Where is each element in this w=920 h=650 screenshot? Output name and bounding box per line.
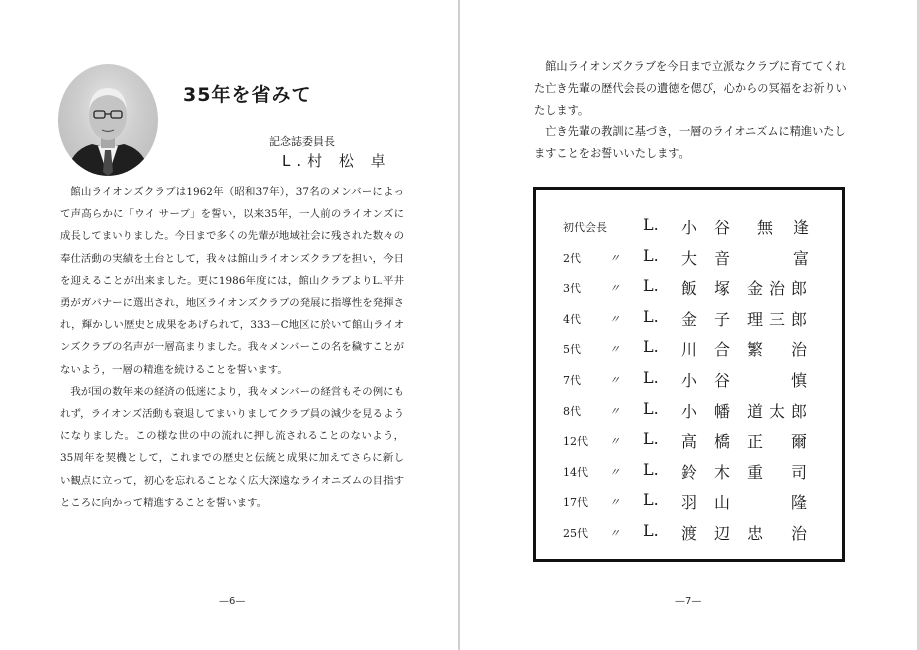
essay-paragraph: 我が国の数年来の経済の低迷により，我々メンバーの経営もその例にもれず，ライオンズ活動も衰退してまいりましてクラブ員の減少を見るようになりました。この様な世の中の流れに押し流されることのないよう，35周年を契機として，これまでの歴史と伝統と成果に加えてさらに新しい観点に立って，初心を忘れることなく広大深遠なライオニズムの目指すところに向かって精進することを誓います。 [60, 385, 404, 509]
roster-row [536, 426, 842, 456]
name-character: 羽 [681, 493, 698, 513]
essay-paragraph: 館山ライオンズクラブは1962年（昭和37年），37名のメンバーによって声高らかに「ウイ サーブ」を誓い，以来35年，一人前のライオンズに成長してまいりました。今日まで多くの先輩が地域社会に残された数々の奉仕活動の実績を土台として，我々は館山ライオンズクラブを担い，今日を迎えることが出来ました。更に1986年度には，館山クラブよりL.平井 勇がガバナーに選出され，地区ライオンズクラブの発展に指導性を発揮され，輝かしい歴史と成果をあげられて，333－C地区に於いて館山ライオンズクラブの名声が一層高まりました。我々メンバーこの名を穢すことがないよう，一層の精進を続けることを誓います。 [60, 186, 404, 376]
lion-prefix: L. [643, 337, 659, 357]
roster-row [536, 243, 842, 273]
message-paragraph: 館山ライオンズクラブを今日まで立派なクラブに育ててくれた亡き先輩の歴代会長の遺徳を偲び，心からの冥福をお祈りいたします。 [534, 60, 847, 117]
lion-prefix: L. [643, 245, 659, 265]
generation-label: 5代 [563, 343, 581, 357]
author-name: L.村 松 卓 [282, 152, 392, 170]
memorial-message [534, 56, 848, 165]
generation-label: 7代 [563, 374, 581, 387]
roster-row [536, 334, 842, 364]
name-character: 隆 [791, 493, 808, 513]
ditto-mark: 〃 [609, 312, 620, 326]
roster-row [536, 273, 842, 303]
roster-name [643, 273, 811, 303]
page-number: —7— [675, 596, 702, 607]
message-paragraph: 亡き先輩の教訓に基づき，一層のライオニズムに精進いたしますことをお誓いいたします。 [534, 125, 846, 161]
roster-generation [563, 433, 620, 449]
essay-title: 35年を省みて [183, 84, 312, 106]
name-character: 忠 [747, 524, 764, 543]
ditto-mark: 〃 [609, 343, 620, 357]
name-character: 合 [714, 340, 731, 360]
generation-label: 14代 [563, 465, 588, 479]
name-character: 小 [681, 371, 698, 390]
name-character: 小 [681, 401, 698, 421]
lion-prefix: L. [643, 459, 659, 479]
name-character: 鈴 [681, 462, 698, 482]
name-character: 繁 [747, 340, 764, 360]
roster-row [536, 396, 842, 426]
ditto-mark: 〃 [609, 496, 620, 510]
roster-name [643, 243, 811, 273]
left-page [0, 0, 458, 650]
name-character: 道 [747, 401, 764, 421]
name-character: 無 [757, 218, 774, 237]
roster-generation [563, 525, 620, 541]
roster-name [643, 334, 811, 364]
roster-generation [563, 372, 620, 388]
lion-prefix: L. [643, 521, 659, 540]
generation-label: 17代 [563, 496, 588, 510]
lion-prefix: L. [643, 429, 659, 449]
ditto-mark: 〃 [609, 527, 620, 540]
name-character: 飯 [681, 279, 698, 299]
name-character: 木 [714, 462, 731, 482]
roster-name [643, 212, 811, 242]
name-character: 金 [681, 309, 698, 329]
author-role: 記念誌委員長 [269, 135, 335, 148]
roster-name [643, 457, 811, 487]
roster-row [536, 518, 842, 548]
name-character: 治 [791, 524, 808, 543]
roster-name [643, 518, 811, 548]
roster-name [643, 396, 811, 426]
name-character: 子 [714, 309, 731, 329]
roster-name [643, 487, 811, 517]
lion-prefix: L. [643, 490, 659, 510]
roster-name [643, 426, 811, 456]
name-character: 金 [747, 279, 764, 299]
generation-label: 4代 [563, 312, 581, 326]
name-character: 辺 [714, 524, 731, 543]
lion-prefix: L. [643, 398, 659, 418]
roster-generation [563, 311, 620, 327]
name-character: 正 [747, 432, 764, 452]
name-character: 音 [714, 248, 731, 268]
name-character: 理 [747, 309, 764, 329]
right-page [462, 0, 920, 650]
name-character: 山 [714, 493, 731, 513]
ditto-mark: 〃 [609, 465, 620, 479]
name-character: 小 [681, 218, 698, 237]
generation-label: 2代 [563, 251, 581, 265]
ditto-mark: 〃 [609, 435, 620, 449]
name-character: 治 [791, 340, 808, 360]
name-character: 三 [769, 309, 786, 329]
name-character: 爾 [791, 432, 808, 452]
page-gutter [458, 0, 460, 650]
page-number: —6— [219, 596, 246, 607]
lion-prefix: L. [643, 368, 659, 387]
name-character: 治 [769, 279, 786, 299]
roster-row [536, 365, 842, 395]
name-character: 富 [793, 248, 810, 268]
name-character: 塚 [714, 279, 731, 299]
name-character: 郎 [791, 279, 808, 299]
name-character: 郎 [791, 401, 808, 421]
roster-generation [563, 494, 620, 510]
ditto-mark: 〃 [609, 282, 620, 296]
name-character: 高 [681, 432, 698, 452]
roster-generation [563, 280, 620, 296]
name-character: 太 [769, 401, 786, 421]
name-character: 司 [791, 462, 808, 482]
roster-row [536, 457, 842, 487]
name-character: 郎 [791, 309, 808, 329]
author-portrait [58, 64, 158, 176]
past-presidents-roster [533, 187, 845, 562]
name-character: 慎 [791, 371, 808, 390]
roster-generation [563, 250, 620, 266]
name-character: 重 [747, 462, 764, 482]
lion-prefix: L. [643, 276, 659, 296]
generation-label: 25代 [563, 527, 588, 540]
ditto-mark: 〃 [609, 251, 620, 265]
name-character: 谷 [714, 218, 731, 237]
portrait-photo-image [58, 64, 158, 176]
ditto-mark: 〃 [609, 374, 620, 387]
generation-label: 3代 [563, 282, 581, 296]
roster-generation [563, 403, 620, 419]
name-character: 大 [681, 248, 698, 268]
roster-row [536, 212, 842, 242]
essay-body [60, 181, 404, 514]
lion-prefix: L. [643, 306, 659, 326]
name-character: 逢 [793, 218, 810, 237]
name-character: 幡 [714, 401, 731, 421]
roster-row [536, 487, 842, 517]
roster-name [643, 304, 811, 334]
generation-label: 初代会長 [563, 221, 607, 234]
roster-row [536, 304, 842, 334]
generation-label: 8代 [563, 404, 581, 418]
roster-generation [563, 341, 620, 357]
roster-generation [563, 219, 607, 235]
roster-name [643, 365, 811, 395]
lion-prefix: L. [643, 215, 659, 234]
ditto-mark: 〃 [609, 404, 620, 418]
roster-generation [563, 464, 620, 480]
generation-label: 12代 [563, 435, 588, 449]
name-character: 谷 [714, 371, 731, 390]
name-character: 渡 [681, 524, 698, 543]
name-character: 川 [681, 340, 698, 360]
name-character: 橋 [714, 432, 731, 452]
